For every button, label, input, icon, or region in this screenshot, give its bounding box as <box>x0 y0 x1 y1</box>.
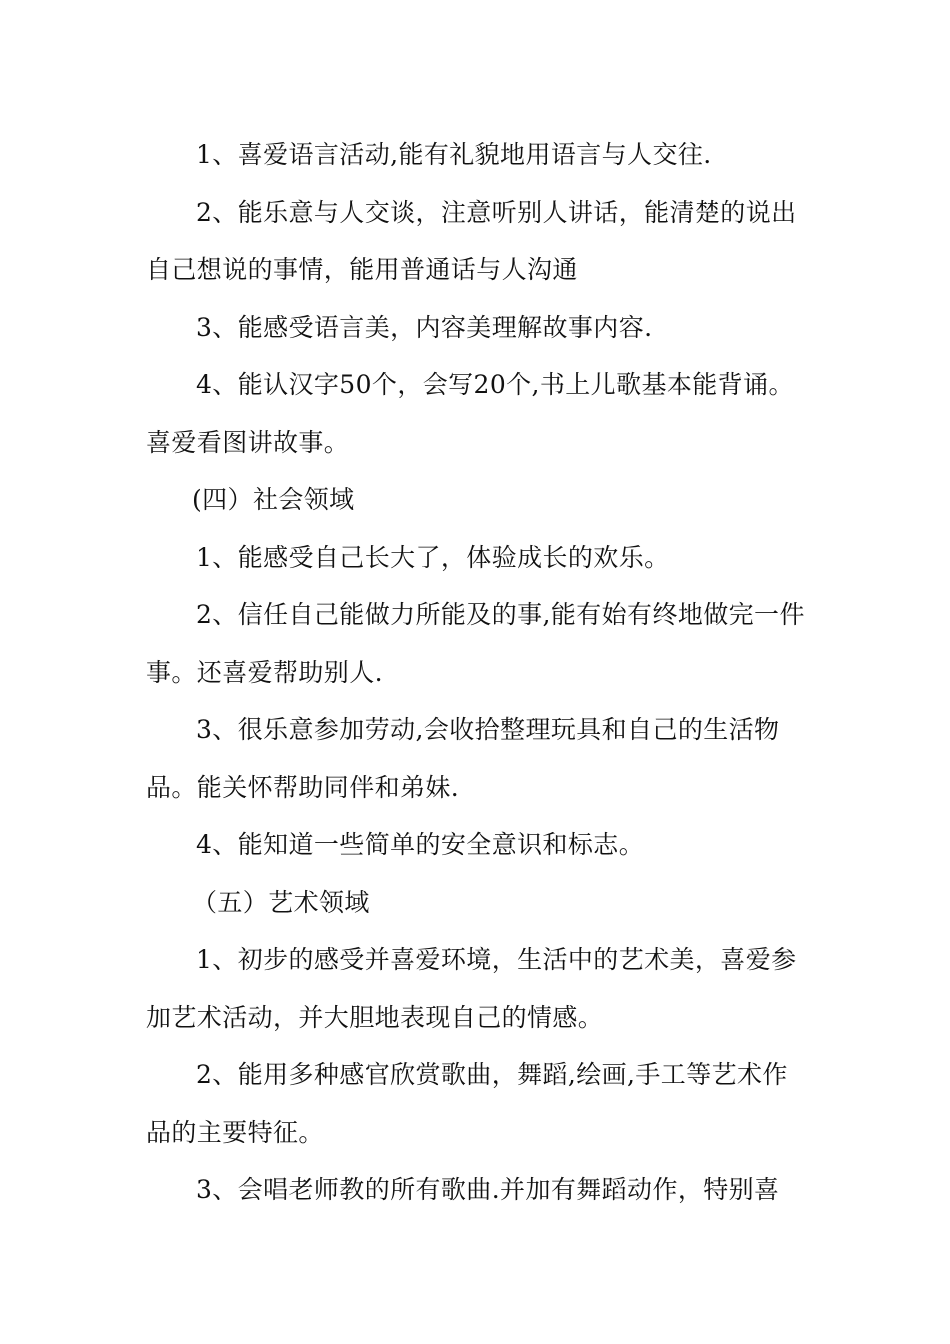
paragraph-language-3: 3、能感受语言美，内容美理解故事内容. <box>196 312 653 342</box>
paragraph-language-4: 4、能认汉字50个，会写20个,书上儿歌基本能背诵。喜爱看图讲故事。 <box>146 370 794 457</box>
document-body <box>146 126 810 1219</box>
paragraph-social-3: 3、很乐意参加劳动,会收拾整理玩具和自己的生活物品。能关怀帮助同伴和弟妹. <box>146 715 780 802</box>
paragraph-social-4: 4、能知道一些简单的安全意识和标志。 <box>196 830 645 859</box>
paragraph-language-2: 2、能乐意与人交谈，注意听别人讲话，能清楚的说出自己想说的事情，能用普通话与人沟通 <box>146 197 797 284</box>
paragraph-social-2: 2、信任自己能做力所能及的事,能有始有终地做完一件事。还喜爱帮助别人. <box>146 600 805 687</box>
paragraph-art-3: 3、会唱老师教的所有歌曲.并加有舞蹈动作，特别喜 <box>196 1175 780 1204</box>
paragraph-art-1: 1、初步的感受并喜爱环境，生活中的艺术美，喜爱参加艺术活动，并大胆地表现自己的情感。 <box>146 945 797 1032</box>
paragraph-language-1: 1、喜爱语言活动,能有礼貌地用语言与人交往. <box>196 140 712 169</box>
section-heading-art: （五）艺术领域 <box>192 887 370 917</box>
paragraph-art-2: 2、能用多种感官欣赏歌曲，舞蹈,绘画,手工等艺术作品的主要特征。 <box>146 1060 788 1147</box>
section-heading-social: (四）社会领域 <box>192 485 355 514</box>
paragraph-social-1: 1、能感受自己长大了，体验成长的欢乐。 <box>196 542 670 572</box>
